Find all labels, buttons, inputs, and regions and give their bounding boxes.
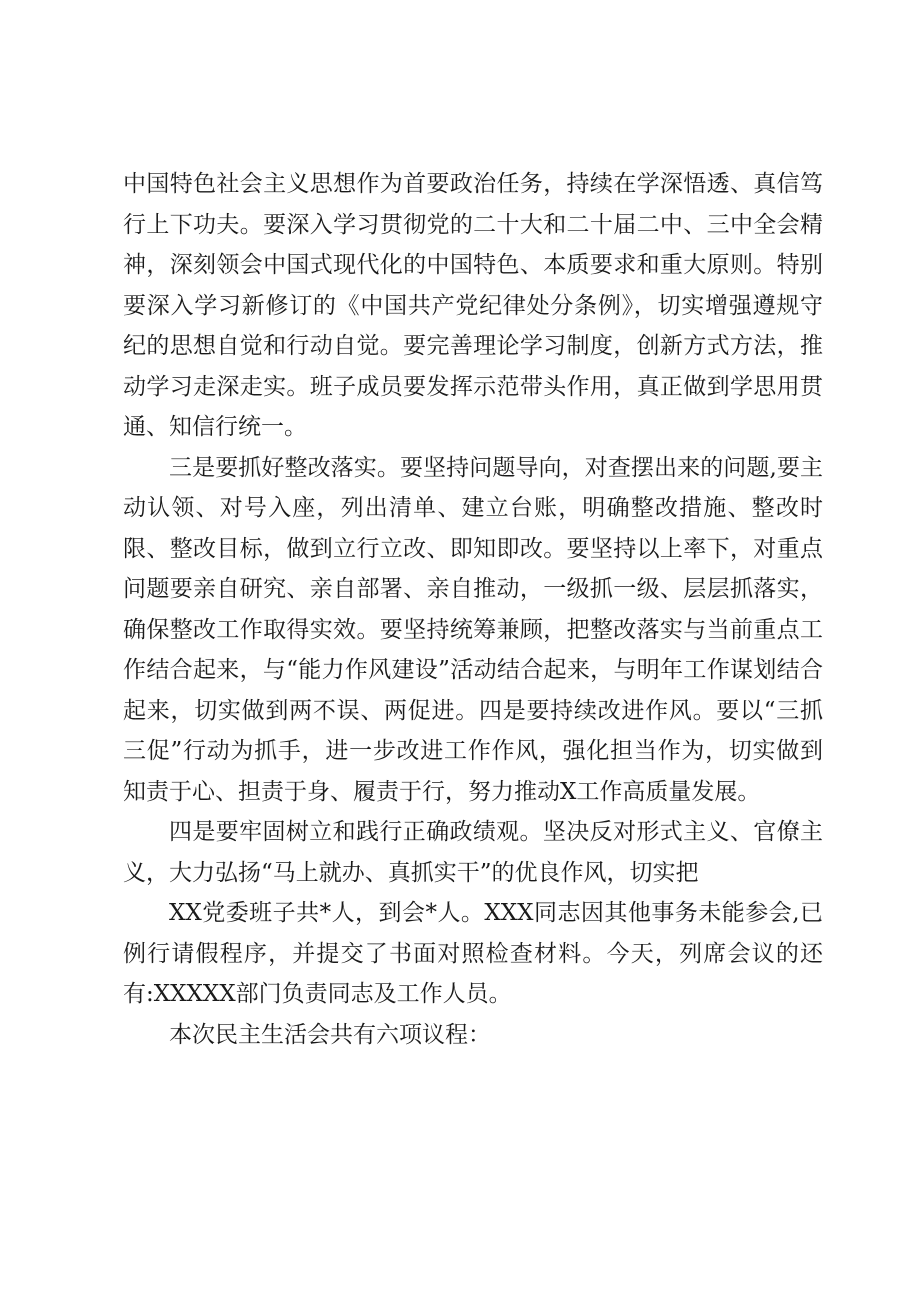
paragraph-performance-view: 四是要牢固树立和践行正确政绩观。坚决反对形式主义、官僚主义，大力弘扬“马上就办、真抓实干”的优良作风，切实把	[123, 819, 823, 886]
paragraph-agenda-intro: 本次民主生活会共有六项议程：	[169, 1021, 491, 1048]
paragraph-attendance: XX党委班子共*人，到会*人。XXX同志因其他事务未能参会,已例行请假程序，并提交了书面对照检查材料。今天，列席会议的还有:XXXXX部门负责同志及工作人员。	[123, 900, 823, 1007]
document-body	[123, 164, 823, 1055]
paragraph-study-continuation: 中国特色社会主义思想作为首要政治任务，持续在学深悟透、真信笃行上下功夫。要深入学习贯彻党的二十大和二十届二中、三中全会精神，深刻领会中国式现代化的中国特色、本质要求和重大原则。特别要深入学习新修订的《中国共产党纪律处分条例》，切实增强遵规守纪的思想自觉和行动自觉。要完善理论学习制度，创新方式方法，推动学习走深走实。班子成员要发挥示范带头作用，真正做到学思用贯通、知信行统一。	[123, 171, 823, 440]
paragraph-rectification: 三是要抓好整改落实。要坚持问题导向，对查摆出来的问题,要主动认领、对号入座，列出清单、建立台账，明确整改措施、整改时限、整改目标，做到立行立改、即知即改。要坚持以上率下，对重点问题要亲自研究、亲自部署、亲自推动，一级抓一级、层层抓落实，确保整改工作取得实效。要坚持统筹兼顾，把整改落实与当前重点工作结合起来，与“能力作风建设”活动结合起来，与明年工作谋划结合起来，切实做到两不误、两促进。四是要持续改进作风。要以“三抓三促”行动为抓手，进一步改进工作作风，强化担当作为，切实做到知责于心、担责于身、履责于行，努力推动X工作高质量发展。	[123, 454, 823, 805]
